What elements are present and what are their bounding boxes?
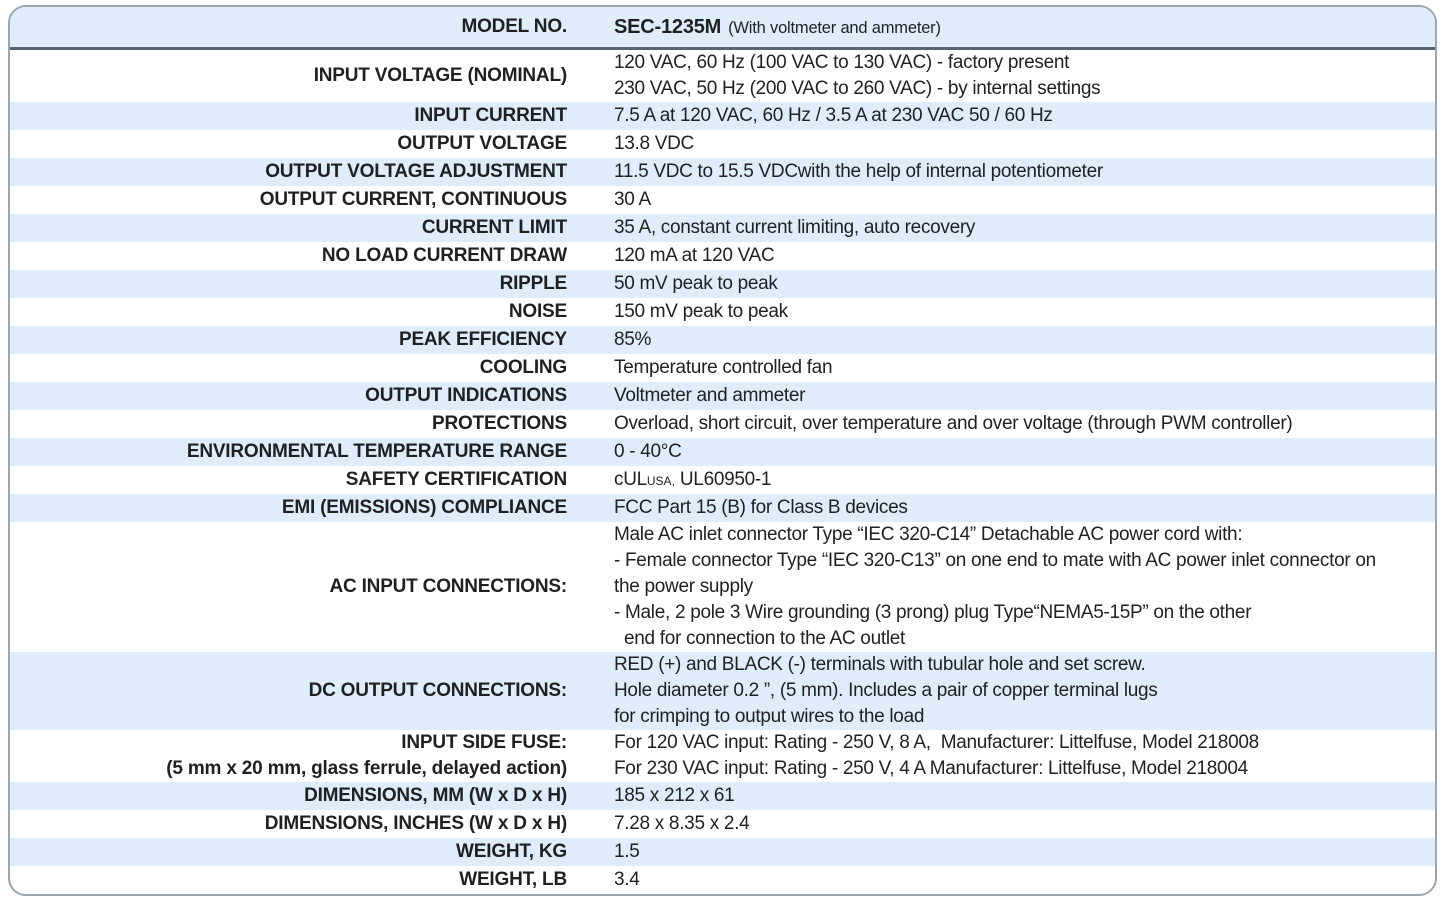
model-variant-note: (With voltmeter and ammeter) — [728, 18, 941, 37]
current-limit-label: CURRENT LIMIT — [421, 217, 567, 238]
spec-row-dimensions-inches — [10, 810, 1435, 838]
dimensions-inches-value: 7.28 x 8.35 x 2.4 — [614, 813, 750, 834]
model-number: SEC-1235M — [614, 15, 722, 38]
spec-rows — [10, 50, 1435, 894]
spec-row-input-side-fuse — [10, 730, 1435, 782]
protections-value: Overload, short circuit, over temperature and over voltage (through PWM controller) — [614, 413, 1293, 434]
weight-kg-label: WEIGHT, KG — [456, 841, 567, 862]
spec-row-weight-lb — [10, 866, 1435, 894]
spec-row-protections — [10, 410, 1435, 438]
current-limit-value: 35 A, constant current limiting, auto recovery — [614, 217, 976, 238]
output-current-continuous-label: OUTPUT CURRENT, CONTINUOUS — [259, 189, 567, 210]
weight-lb-label: WEIGHT, LB — [459, 869, 567, 890]
environmental-temperature-range-value: 0 - 40°C — [614, 441, 682, 462]
spec-row-output-indications — [10, 382, 1435, 410]
output-voltage-value: 13.8 VDC — [614, 133, 694, 154]
spec-row-output-current-continuous — [10, 186, 1435, 214]
spec-row-output-voltage — [10, 130, 1435, 158]
peak-efficiency-label: PEAK EFFICIENCY — [398, 329, 567, 350]
emi-compliance-value: FCC Part 15 (B) for Class B devices — [614, 497, 908, 518]
noise-value: 150 mV peak to peak — [614, 301, 788, 322]
spec-table-card — [8, 5, 1437, 896]
output-current-continuous-value: 30 A — [614, 189, 651, 210]
weight-kg-value: 1.5 — [614, 841, 640, 862]
spec-row-weight-kg — [10, 838, 1435, 866]
environmental-temperature-range-label: ENVIRONMENTAL TEMPERATURE RANGE — [186, 441, 567, 462]
dimensions-mm-label: DIMENSIONS, MM (W x D x H) — [304, 785, 567, 806]
spec-row-no-load-current-draw — [10, 242, 1435, 270]
protections-label: PROTECTIONS — [431, 413, 567, 434]
spec-row-current-limit — [10, 214, 1435, 242]
ripple-label: RIPPLE — [499, 273, 567, 294]
model-no-label: MODEL NO. — [461, 16, 567, 37]
output-voltage-adjustment-label: OUTPUT VOLTAGE ADJUSTMENT — [265, 161, 567, 182]
output-voltage-label: OUTPUT VOLTAGE — [397, 133, 567, 154]
dimensions-mm-value: 185 x 212 x 61 — [614, 785, 735, 806]
output-voltage-adjustment-value: 11.5 VDC to 15.5 VDCwith the help of internal potentiometer — [614, 161, 1103, 182]
no-load-current-draw-value: 120 mA at 120 VAC — [614, 245, 775, 266]
spec-row-cooling — [10, 354, 1435, 382]
weight-lb-value: 3.4 — [614, 869, 640, 890]
spec-row-noise — [10, 298, 1435, 326]
input-side-fuse-label: INPUT SIDE FUSE: (5 mm x 20 mm, glass ferrule, delayed action) — [166, 732, 567, 779]
spec-row-input-current — [10, 102, 1435, 130]
spec-row-input-voltage-nominal — [10, 50, 1435, 102]
input-current-value: 7.5 A at 120 VAC, 60 Hz / 3.5 A at 230 VAC 50 / 60 Hz — [614, 105, 1053, 126]
input-voltage-nominal-value: 120 VAC, 60 Hz (100 VAC to 130 VAC) - factory present 230 VAC, 50 Hz (200 VAC to 260 VAC) - by internal settings — [614, 52, 1101, 99]
spec-row-emi-compliance — [10, 494, 1435, 522]
dc-output-connections-label: DC OUTPUT CONNECTIONS: — [308, 680, 567, 701]
spec-row-environmental-temperature-range — [10, 438, 1435, 466]
input-voltage-nominal-label: INPUT VOLTAGE (NOMINAL) — [313, 65, 567, 86]
emi-compliance-label: EMI (EMISSIONS) COMPLIANCE — [281, 497, 567, 518]
ac-input-connections-label: AC INPUT CONNECTIONS: — [329, 576, 567, 597]
output-indications-label: OUTPUT INDICATIONS — [365, 385, 567, 406]
cooling-label: COOLING — [479, 357, 567, 378]
spec-row-ripple — [10, 270, 1435, 298]
spec-row-dc-output-connections — [10, 652, 1435, 730]
spec-row-output-voltage-adjustment — [10, 158, 1435, 186]
ac-input-connections-value: Male AC inlet connector Type “IEC 320-C14” Detachable AC power cord with: - Female connector Type “IEC 320-C13” on one end to mate with AC power inlet connector on the power supply - Male, 2 pole 3 Wire grounding (3 prong) plug Type“NEMA5-15P” on the other end for connection to the AC outlet — [614, 524, 1376, 649]
input-side-fuse-value: For 120 VAC input: Rating - 250 V, 8 A, Manufacturer: Littelfuse, Model 218008 For 230 VAC input: Rating - 250 V, 4 A Manufacturer: Littelfuse, Model 218004 — [614, 732, 1259, 779]
model-header-row — [10, 7, 1435, 50]
model-header-value — [567, 16, 1435, 39]
cooling-value: Temperature controlled fan — [614, 357, 833, 378]
peak-efficiency-value: 85% — [614, 329, 652, 350]
output-indications-value: Voltmeter and ammeter — [614, 385, 806, 406]
dc-output-connections-value: RED (+) and BLACK (-) terminals with tubular hole and set screw. Hole diameter 0.2 ”, (5 mm). Includes a pair of copper terminal lugs for crimping to output wires to the load — [614, 654, 1158, 727]
no-load-current-draw-label: NO LOAD CURRENT DRAW — [321, 245, 567, 266]
spec-row-dimensions-mm — [10, 782, 1435, 810]
spec-row-safety-certification — [10, 466, 1435, 494]
input-current-label: INPUT CURRENT — [414, 105, 567, 126]
safety-certification-value: cULUSA, UL60950-1 — [614, 468, 772, 490]
ripple-value: 50 mV peak to peak — [614, 273, 778, 294]
dimensions-inches-label: DIMENSIONS, INCHES (W x D x H) — [264, 813, 567, 834]
noise-label: NOISE — [508, 301, 567, 322]
safety-certification-label: SAFETY CERTIFICATION — [345, 469, 567, 490]
spec-row-peak-efficiency — [10, 326, 1435, 354]
spec-row-ac-input-connections — [10, 522, 1435, 652]
